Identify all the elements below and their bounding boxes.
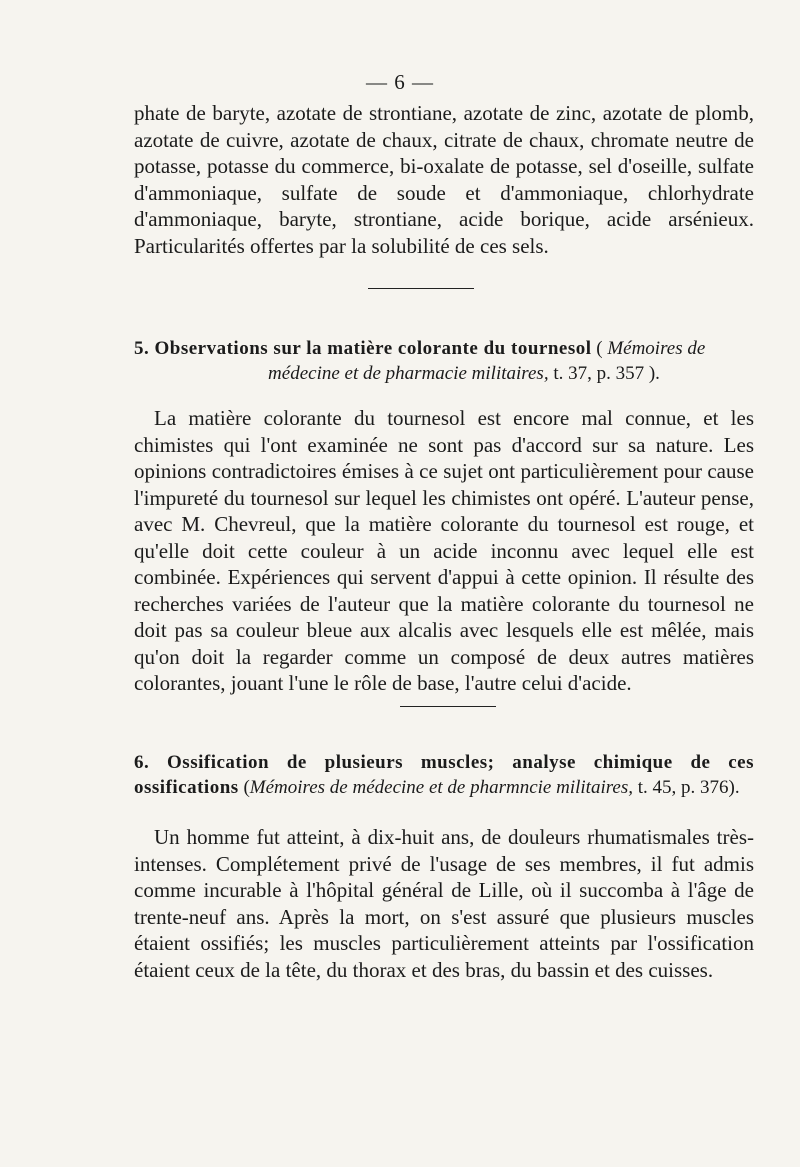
section-6-ref-volume: t. 45, p. 376).	[633, 777, 740, 798]
section-6-ref-open: (	[238, 777, 250, 798]
section-5-ref-volume: t. 37, p. 357 ).	[548, 363, 660, 384]
section-6-title: 6. Ossification de plusieurs muscles; analyse chimique de ces ossifications	[134, 752, 754, 798]
section-6-heading	[134, 750, 754, 800]
section-divider-1	[368, 288, 474, 289]
section-5-title: 5. Observations sur la matière colorante du tournesol	[134, 338, 592, 359]
section-5-ref-journal-a: Mémoires de	[607, 338, 706, 359]
section-5-ref-open: (	[591, 338, 608, 359]
section-5-body: La matière colorante du tournesol est encore mal connue, et les chimistes qui l'ont examinée ne sont pas d'accord sur sa nature. Les opinions contradictoires émises à ce sujet ont particulièrement pour cause l'impureté du tournesol sur lequel les chimistes ont opéré. L'auteur pense, avec M. Chevreul, que la matière colorante du tournesol est rouge, et qu'elle doit cette couleur à un acide inconnu avec lequel elle est combinée. Expériences qui servent d'appui à cette opinion. Il résulte des recherches variées de l'auteur que la matière colorante du tournesol ne doit pas sa couleur bleue aux alcalis avec lesquels elle est mêlée, mais qu'on doit la regarder comme un composé de deux autres matières colorantes, jouant l'une le rôle de base, l'autre celui d'acide.	[134, 406, 754, 695]
section-5-ref-journal-b: médecine et de pharmacie militaires,	[268, 363, 549, 384]
section-5-heading	[134, 336, 754, 386]
section-divider-2	[400, 706, 496, 707]
page-number: — 6 —	[366, 70, 434, 94]
section-6-body: Un homme fut atteint, à dix-huit ans, de douleurs rhumatismales très-intenses. Complétement privé de l'usage de ses membres, il fut admis comme incurable à l'hôpital général de Lille, où il succomba à l'âge de trente-neuf ans. Après la mort, on s'est assuré que plusieurs muscles étaient ossifiés; les muscles particulièrement atteints par l'ossification étaient ceux de la tête, du thorax et des bras, du bassin et des cuisses.	[134, 825, 754, 982]
section-6-ref-journal: Mémoires de médecine et de pharmncie militaires,	[249, 777, 633, 798]
intro-paragraph: phate de baryte, azotate de strontiane, azotate de zinc, azotate de plomb, azotate de cuivre, azotate de chaux, citrate de chaux, chromate neutre de potasse, potasse du commerce, bi-oxalate de potasse, sel d'oseille, sulfate d'ammoniaque, sulfate de soude et d'ammoniaque, chlorhydrate d'ammoniaque, baryte, strontiane, acide borique, acide arsénieux. Particularités offertes par la solubilité de ces sels.	[134, 101, 754, 258]
